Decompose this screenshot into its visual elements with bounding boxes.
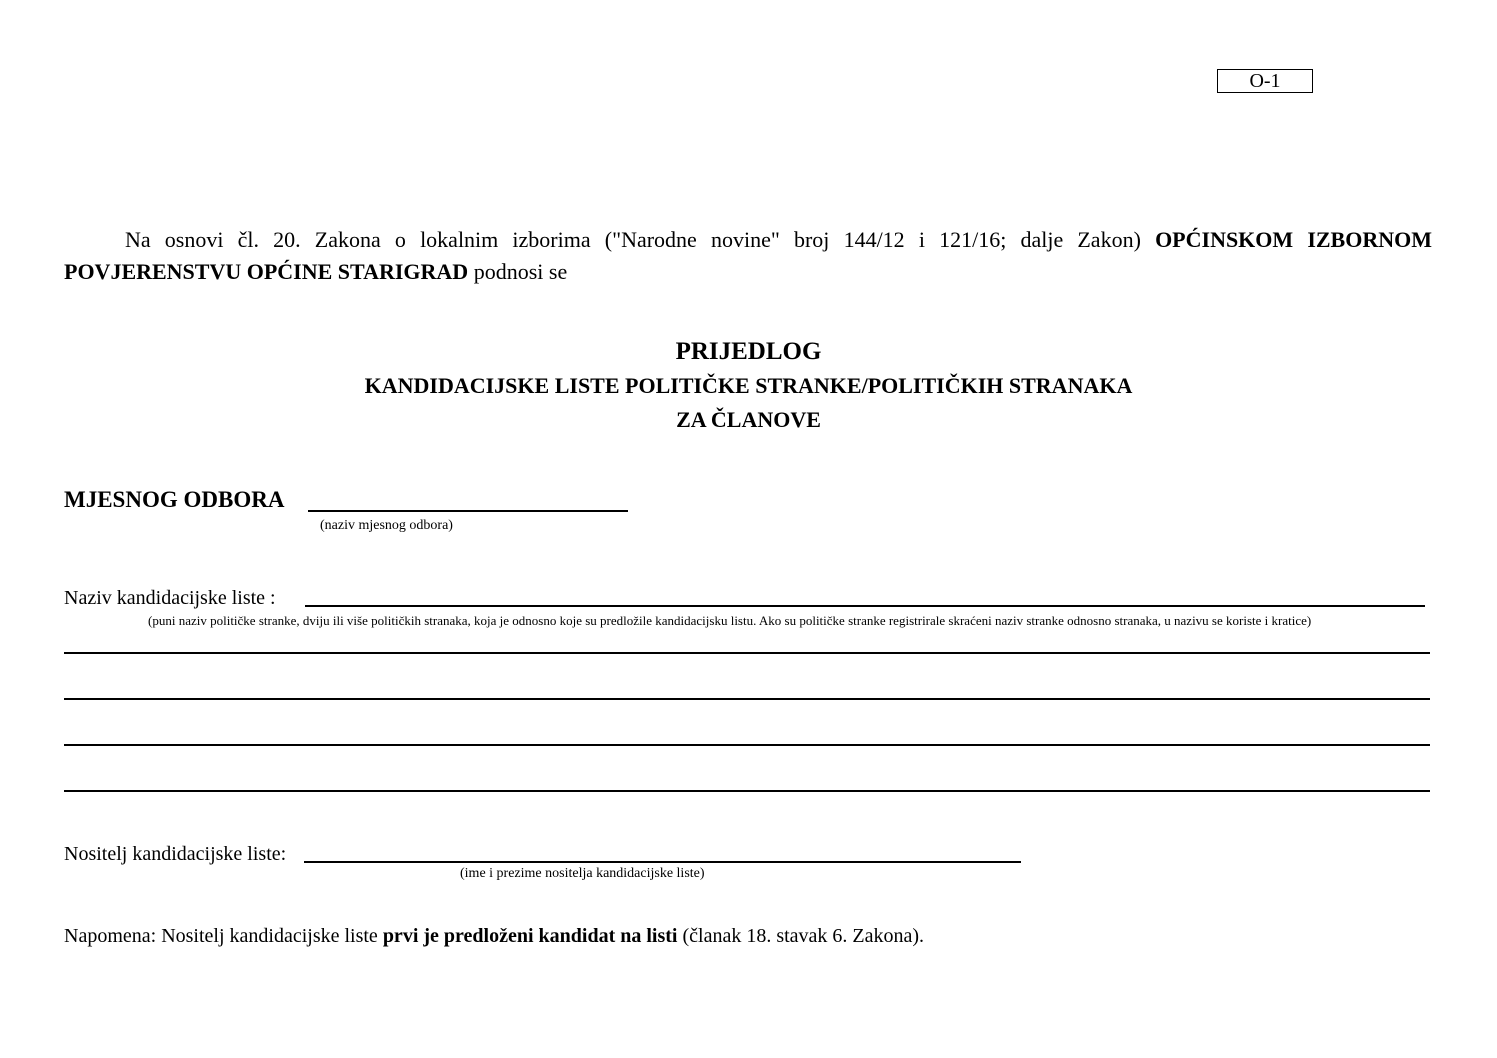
form-code-box: O-1: [1217, 69, 1313, 93]
intro-text-start: Na osnovi čl. 20. Zakona o lokalnim izborima ("Narodne novine" broj 144/12 i 121/16; dalje Zakon): [125, 227, 1156, 252]
list-name-line-3[interactable]: [64, 698, 1430, 700]
board-name-hint: (naziv mjesnog odbora): [320, 518, 453, 533]
note-emphasis: prvi je predloženi kandidat na listi: [382, 925, 678, 947]
list-name-hint: (puni naziv političke stranke, dviju ili više političkih stranaka, koja je odnosno koje su predložile kandidacijsku listu. Ako su političke stranke registrirale skraćeni naziv stranke odnosno stranaka, u nazivu se koriste i kratice): [148, 613, 1312, 628]
note-start: Napomena: Nositelj kandidacijske liste: [64, 925, 383, 947]
holder-name-field[interactable]: [304, 861, 1021, 863]
board-name-field[interactable]: [308, 510, 628, 512]
list-name-line-4[interactable]: [64, 744, 1430, 746]
note-text: [64, 925, 924, 948]
holder-label: Nositelj kandidacijske liste:: [64, 843, 287, 865]
list-name-line-5[interactable]: [64, 790, 1430, 792]
note-end: (članak 18. stavak 6. Zakona).: [677, 925, 925, 947]
intro-paragraph: [64, 224, 1432, 288]
list-name-field[interactable]: [305, 605, 1425, 607]
intro-authority: OPĆINSKOM IZBORNOM POVJERENSTVU OPĆINE STARIGRAD: [64, 227, 1432, 284]
list-name-label: Naziv kandidacijske liste :: [64, 587, 276, 609]
holder-name-hint: (ime i prezime nositelja kandidacijske liste): [460, 866, 705, 881]
document-title: PRIJEDLOG: [675, 338, 822, 365]
document-subtitle-2: ZA ČLANOVE: [676, 407, 821, 432]
document-subtitle: KANDIDACIJSKE LISTE POLITIČKE STRANKE/POLITIČKIH STRANAKA: [364, 373, 1133, 398]
board-label: MJESNOG ODBORA: [64, 487, 285, 512]
intro-text-end: podnosi se: [468, 259, 568, 284]
list-name-line-2[interactable]: [64, 652, 1430, 654]
